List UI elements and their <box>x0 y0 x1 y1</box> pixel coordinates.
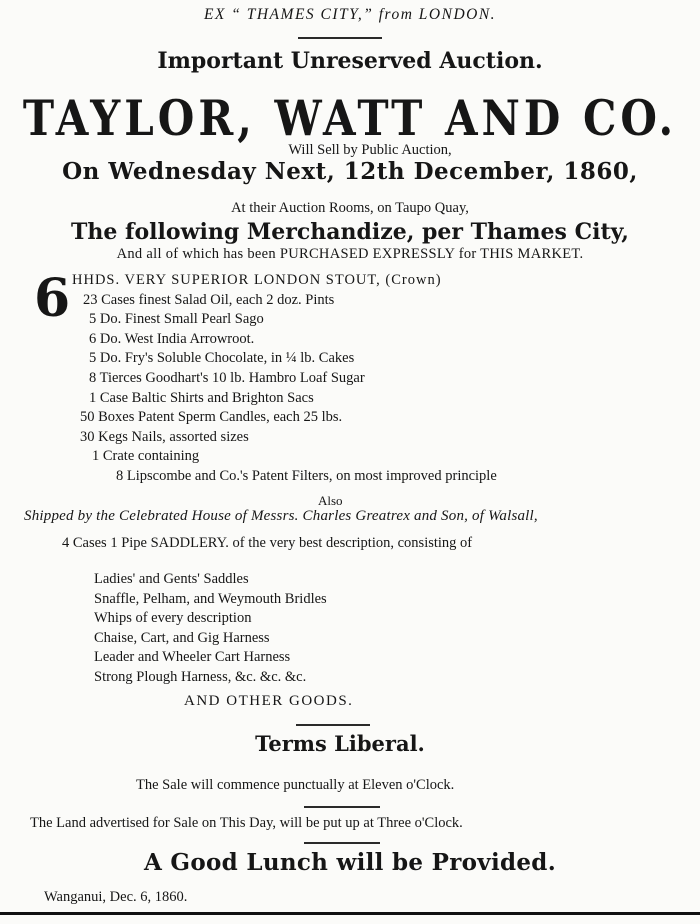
saddlery-list <box>94 570 327 688</box>
list-item: Strong Plough Harness, &c. &c. &c. <box>94 668 307 685</box>
merchandize-line: The following Merchandize, per Thames City, <box>71 219 629 245</box>
list-item: 5 Do. Fry's Soluble Chocolate, in ¼ lb. Cakes <box>89 350 355 367</box>
sale-date: On Wednesday Next, 12th December, 1860, <box>62 158 638 185</box>
list-item: HHDS. VERY SUPERIOR LONDON STOUT, (Crown) <box>72 272 442 288</box>
divider <box>296 724 370 726</box>
list-item: 50 Boxes Patent Sperm Candles, each 25 lbs. <box>80 409 343 426</box>
list-item: 30 Kegs Nails, assorted sizes <box>80 428 249 445</box>
terms-heading: Terms Liberal. <box>255 731 425 756</box>
saddlery-line: 4 Cases 1 Pipe SADDLERY. of the very best description, consisting of <box>62 535 473 551</box>
list-item: Chaise, Cart, and Gig Harness <box>94 629 270 646</box>
list-item: 8 Tierces Goodhart's 10 lb. Hambro Loaf Sugar <box>89 369 365 386</box>
dateline: Wanganui, Dec. 6, 1860. <box>44 889 188 905</box>
commence-line: The Sale will commence punctually at Eleven o'Clock. <box>136 777 455 793</box>
purchased-line: And all of which has been PURCHASED EXPRESSLY for THIS MARKET. <box>116 246 584 262</box>
firm-name: TAYLOR, WATT AND CO. <box>22 90 678 147</box>
bottom-border <box>0 912 700 915</box>
list-item: 8 Lipscombe and Co.'s Patent Filters, on most improved principle <box>116 467 497 484</box>
land-line: The Land advertised for Sale on This Day, will be put up at Three o'Clock. <box>30 815 463 831</box>
auction-rooms-line: At their Auction Rooms, on Taupo Quay, <box>231 200 469 216</box>
ship-line: EX “ THAMES CITY,” from LONDON. <box>203 6 497 23</box>
divider <box>298 37 382 39</box>
shipped-by-line: Shipped by the Celebrated House of Messrs. Charles Greatrex and Son, of Walsall, <box>24 508 538 524</box>
list-item: Leader and Wheeler Cart Harness <box>94 649 291 666</box>
divider <box>304 806 380 808</box>
list-item: Whips of every description <box>94 610 252 627</box>
auction-subtitle: Important Unreserved Auction. <box>157 48 543 74</box>
list-item: Snaffle, Pelham, and Weymouth Bridles <box>94 590 327 607</box>
lunch-line: A Good Lunch will be Provided. <box>143 849 557 876</box>
list-item: 1 Case Baltic Shirts and Brighton Sacs <box>89 389 314 406</box>
list-item: Ladies' and Gents' Saddles <box>94 571 249 587</box>
divider <box>304 842 380 844</box>
will-sell-line: Will Sell by Public Auction, <box>288 142 452 158</box>
list-item: 5 Do. Finest Small Pearl Sago <box>89 311 264 328</box>
list-item: 1 Crate containing <box>92 448 200 465</box>
merchandise-list <box>72 271 497 487</box>
list-item: 23 Cases finest Salad Oil, each 2 doz. Pints <box>83 291 335 308</box>
list-item: 6 Do. West India Arrowroot. <box>89 330 255 347</box>
large-numeral: 6 <box>34 268 71 329</box>
other-goods: AND OTHER GOODS. <box>184 693 354 709</box>
also-label: Also <box>318 493 343 508</box>
